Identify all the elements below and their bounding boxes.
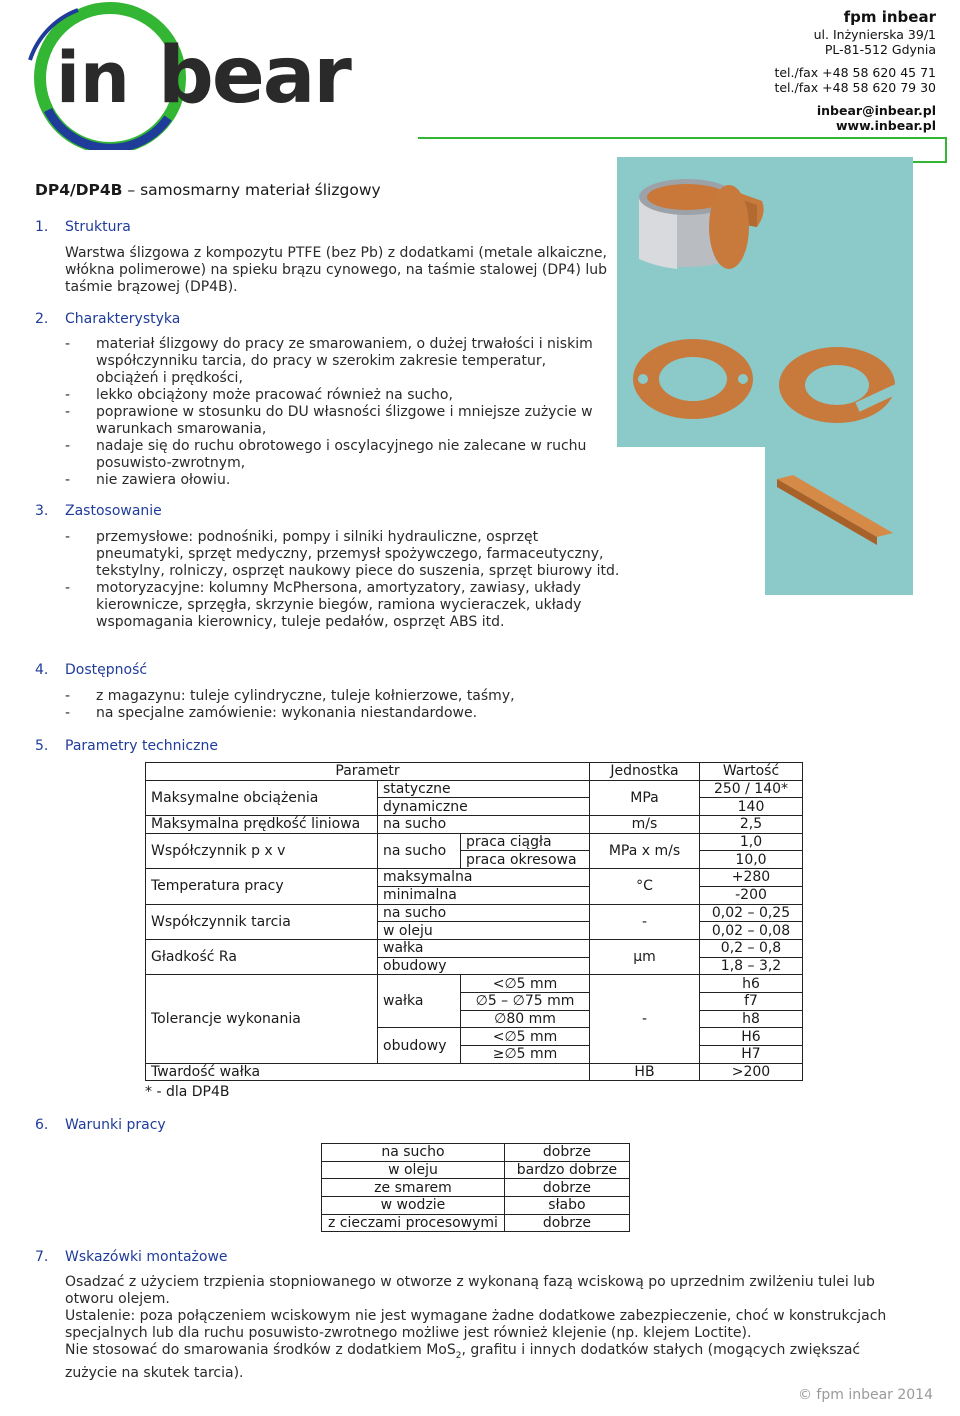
table-row: ze smarem dobrze xyxy=(322,1179,630,1197)
section-6-heading: 6. Warunki pracy xyxy=(35,1117,166,1133)
list-item: - lekko obciążony może pracować również na sucho, xyxy=(65,387,453,403)
company-name: fpm inbear xyxy=(843,8,936,26)
work-conditions-table xyxy=(321,1143,630,1232)
table-row: Współczynnik tarcia na sucho - 0,02 – 0,25 xyxy=(146,904,803,922)
parameters-table xyxy=(145,762,803,1081)
table-row: Parametr Jednostka Wartość xyxy=(146,763,803,781)
company-street: ul. Inżynierska 39/1 xyxy=(813,27,936,42)
company-city: PL-81-512 Gdynia xyxy=(824,42,936,57)
section-4-list xyxy=(65,688,625,722)
section-5-heading: 5. Parametry techniczne xyxy=(35,738,218,754)
company-contact xyxy=(774,8,936,133)
table-row: dynamiczne 140 xyxy=(146,798,803,816)
table-row: Gładkość Ra wałka µm 0,2 – 0,8 xyxy=(146,939,803,957)
section-2-heading: 2. Charakterystyka xyxy=(35,311,181,327)
mounting-paragraph-1: Osadzać z użyciem trzpienia stopniowanego w otworze z wykonaną fazą wciskową po uprzednim zwilżeniu tulei lub otworu olejem. xyxy=(65,1274,875,1307)
table-row: Temperatura pracy maksymalna °C +280 xyxy=(146,869,803,887)
product-photos xyxy=(617,157,913,595)
section-3-heading: 3. Zastosowanie xyxy=(35,503,162,519)
inbear-logo xyxy=(18,0,418,150)
table-row: obudowy 1,8 – 3,2 xyxy=(146,957,803,975)
title-bold: DP4/DP4B xyxy=(35,181,123,199)
section-3-list xyxy=(65,529,625,631)
list-item: - przemysłowe: podnośniki, pompy i silniki hydrauliczne, osprzęt pneumatyki, sprzęt medyczny, przemysł spożywczego, farmaceutyczny, tekstylny, rolniczy, osprzęt naukowy piece do suszenia, sprzęt biurowy itd. xyxy=(65,529,620,579)
section-7-heading: 7. Wskazówki montażowe xyxy=(35,1249,228,1265)
company-email[interactable]: inbear@inbear.pl xyxy=(816,103,936,118)
table-row: w wodzie słabo xyxy=(322,1197,630,1215)
table-row: z cieczami procesowymi dobrze xyxy=(322,1214,630,1232)
company-tel2: tel./fax +48 58 620 79 30 xyxy=(774,80,936,95)
list-item: - na specjalne zamówienie: wykonania niestandardowe. xyxy=(65,705,478,721)
table-row: obudowy <∅5 mm H6 xyxy=(146,1028,803,1046)
table-row: Współczynnik p x v na sucho praca ciągła MPa x m/s 1,0 xyxy=(146,833,803,851)
thrust-washer-image xyxy=(633,339,753,419)
svg-text:in: in xyxy=(56,37,130,119)
copyright-footer: © fpm inbear 2014 xyxy=(797,1387,933,1403)
table-row: ∅5 – ∅75 mm f7 xyxy=(146,992,803,1010)
section-4-heading: 4. Dostępność xyxy=(35,662,148,678)
title-rest: – samosmarny materiał ślizgowy xyxy=(122,181,381,199)
table-row: ≥∅5 mm H7 xyxy=(146,1046,803,1064)
table-row: Maksymalna prędkość liniowa na sucho m/s 2,5 xyxy=(146,816,803,834)
list-item: - nadaje się do ruchu obrotowego i oscylacyjnego nie zalecane w ruchu posuwisto-zwrotnym, xyxy=(65,438,587,471)
section-2-list xyxy=(65,336,610,489)
table-row: praca okresowa 10,0 xyxy=(146,851,803,869)
table-footnote: * - dla DP4B xyxy=(145,1084,230,1100)
company-tel1: tel./fax +48 58 620 45 71 xyxy=(774,65,936,80)
mounting-paragraph-3: Nie stosować do smarowania środków z dodatkiem MoS$_2$, grafitu i innych dodatków stałych (mogących zwiększać zużycie na skutek tarcia). xyxy=(65,1342,861,1381)
list-item: - poprawione w stosunku do DU własności ślizgowe i mniejsze zużycie w warunkach smarowania, xyxy=(65,404,593,437)
list-item: - motoryzacyjne: kolumny McPhersona, amortyzatory, zawiasy, układy kierownicze, sprzęgła, skrzynie biegów, ramiona wycieraczek, układy wspomagania kierownicy, tuleje pedałów, osprzęt ABS itd. xyxy=(65,580,582,630)
company-www[interactable]: www.inbear.pl xyxy=(836,118,936,133)
section-7-text xyxy=(65,1274,910,1382)
table-row: w oleju 0,02 – 0,08 xyxy=(146,922,803,940)
table-row: w oleju bardzo dobrze xyxy=(322,1161,630,1179)
table-row: Tolerancje wykonania wałka <∅5 mm - h6 xyxy=(146,975,803,993)
document-title xyxy=(35,181,381,199)
list-item: - materiał ślizgowy do pracy ze smarowaniem, o dużej trwałości i niskim współczynniku tarcia, do pracy w szerokim zakresie temperatur, obciążeń i prędkości, xyxy=(65,336,593,386)
table-row: Twardość wałka HB >200 xyxy=(146,1063,803,1081)
list-item: - nie zawiera ołowiu. xyxy=(65,472,231,488)
section-1-heading: 1. Struktura xyxy=(35,219,131,235)
table-row: ∅80 mm h8 xyxy=(146,1010,803,1028)
table-row: minimalna -200 xyxy=(146,886,803,904)
svg-text:bear: bear xyxy=(158,31,350,121)
mounting-paragraph-2: Ustalenie: poza połączeniem wciskowym nie jest wymagane żadne dodatkowe zabezpieczenie, choć w konstrukcjach specjalnych lub dla ruchu posuwisto-zwrotnego możliwe jest również klejenie (np. klejem Loctite). xyxy=(65,1308,887,1341)
table-row: na sucho dobrze xyxy=(322,1144,630,1162)
table-row: Maksymalne obciążenia statyczne MPa 250 / 140* xyxy=(146,780,803,798)
section-1-text: Warstwa ślizgowa z kompozytu PTFE (bez Pb) z dodatkami (metale alkaiczne, włókna polimerowe) na spieku brązu cynowego, na taśmie stalowej (DP4) lub taśmie brązowej (DP4B). xyxy=(65,245,608,295)
list-item: - z magazynu: tuleje cylindryczne, tuleje kołnierzowe, taśmy, xyxy=(65,688,515,704)
